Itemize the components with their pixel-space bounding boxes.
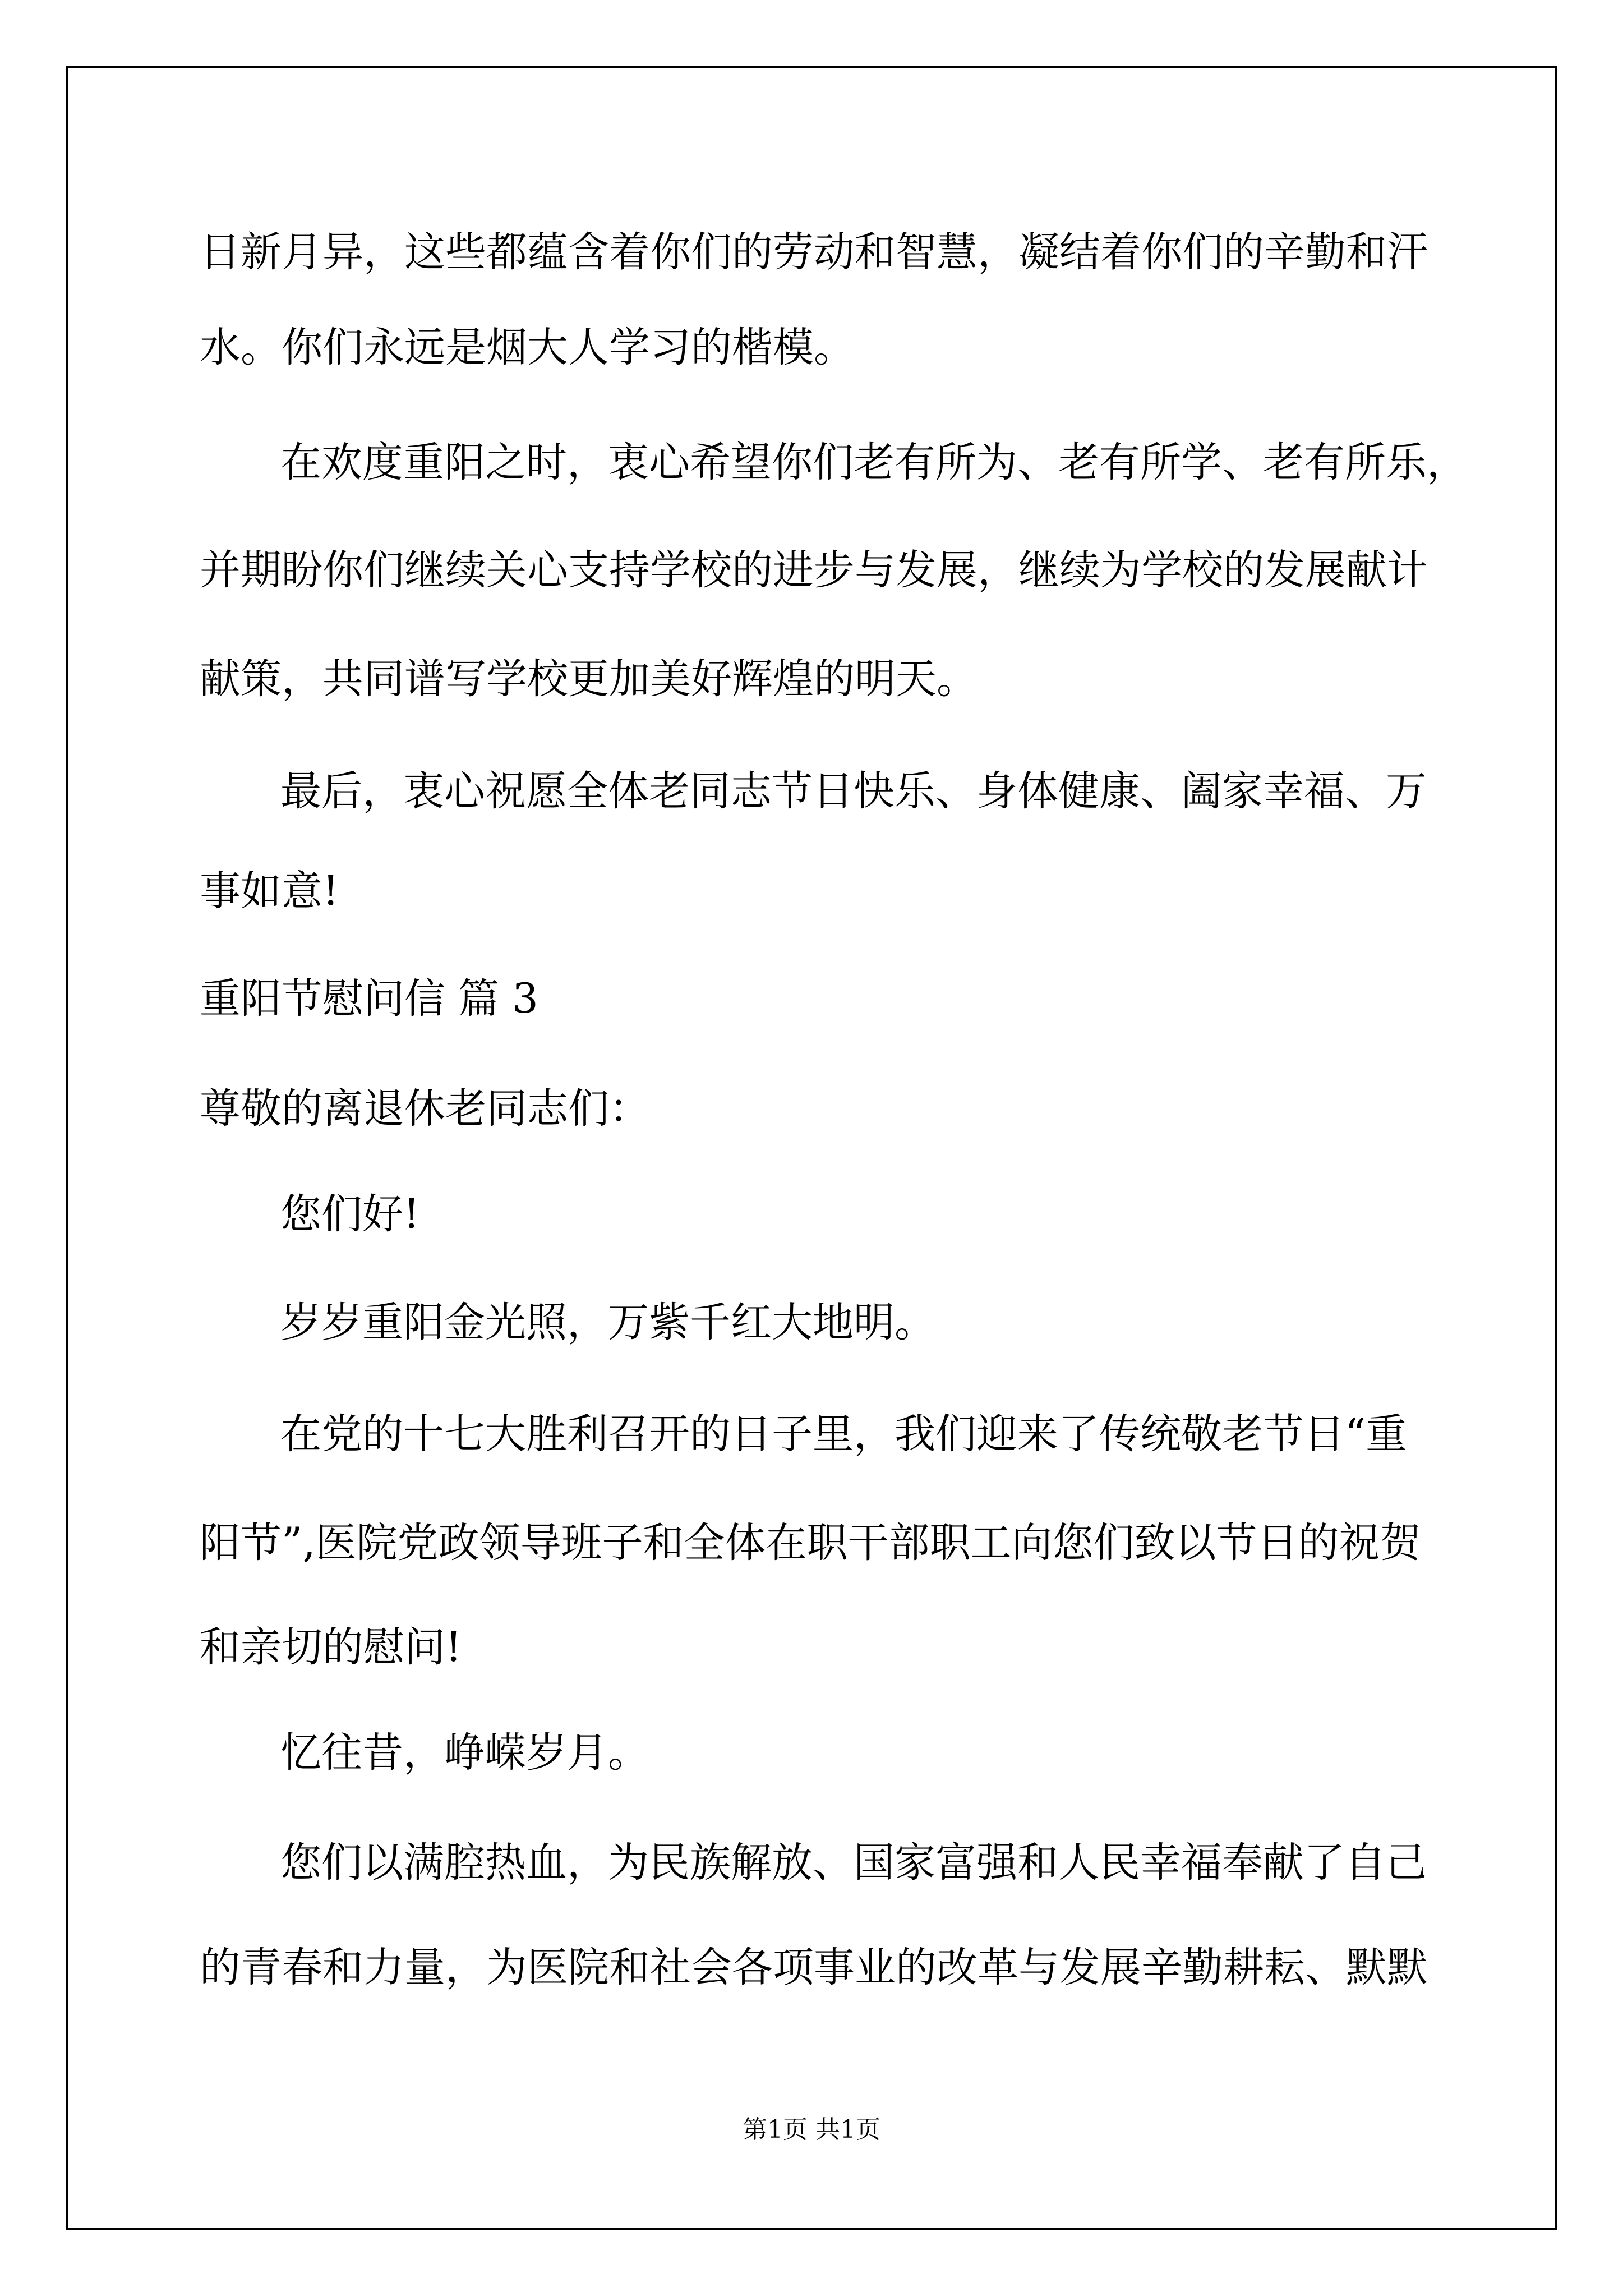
page-footer: 第1页 共1页 bbox=[743, 2115, 880, 2144]
paragraph-line: 和亲切的慰问! bbox=[200, 1623, 462, 1671]
paragraph-line: 献策，共同谱写学校更加美好辉煌的明天。 bbox=[200, 655, 978, 703]
paragraph-line: 阳节”,医院党政领导班子和全体在职干部职工向您们致以节日的祝贺 bbox=[200, 1519, 1421, 1567]
paragraph-line: 您们以满腔热血，为民族解放、国家富强和人民幸福奉献了自己 bbox=[280, 1839, 1427, 1887]
paragraph-line: 事如意! bbox=[200, 867, 339, 915]
greeting: 您们好! bbox=[280, 1190, 420, 1238]
paragraph-line: 岁岁重阳金光照，万紫千红大地明。 bbox=[280, 1299, 935, 1346]
section-heading: 重阳节慰问信 篇 3 bbox=[200, 975, 538, 1023]
salutation: 尊敬的离退休老同志们： bbox=[200, 1085, 650, 1133]
paragraph-line: 在欢度重阳之时，衷心希望你们老有所为、老有所学、老有所乐， bbox=[280, 439, 1468, 486]
paragraph-line: 日新月异，这些都蕴含着你们的劳动和智慧，凝结着你们的辛勤和汗 bbox=[200, 228, 1428, 276]
paragraph-line: 并期盼你们继续关心支持学校的进步与发展，继续为学校的发展献计 bbox=[200, 546, 1428, 594]
paragraph-line: 水。你们永远是烟大人学习的楷模。 bbox=[200, 324, 855, 371]
paragraph-line: 在党的十七大胜利召开的日子里，我们迎来了传统敬老节日“重 bbox=[280, 1410, 1407, 1458]
paragraph-line: 最后，衷心祝愿全体老同志节日快乐、身体健康、阖家幸福、万 bbox=[280, 767, 1427, 815]
page-border bbox=[66, 66, 1557, 2230]
paragraph-line: 的青春和力量，为医院和社会各项事业的改革与发展辛勤耕耘、默默 bbox=[200, 1944, 1428, 1991]
paragraph-line: 忆往昔，峥嵘岁月。 bbox=[280, 1729, 649, 1777]
